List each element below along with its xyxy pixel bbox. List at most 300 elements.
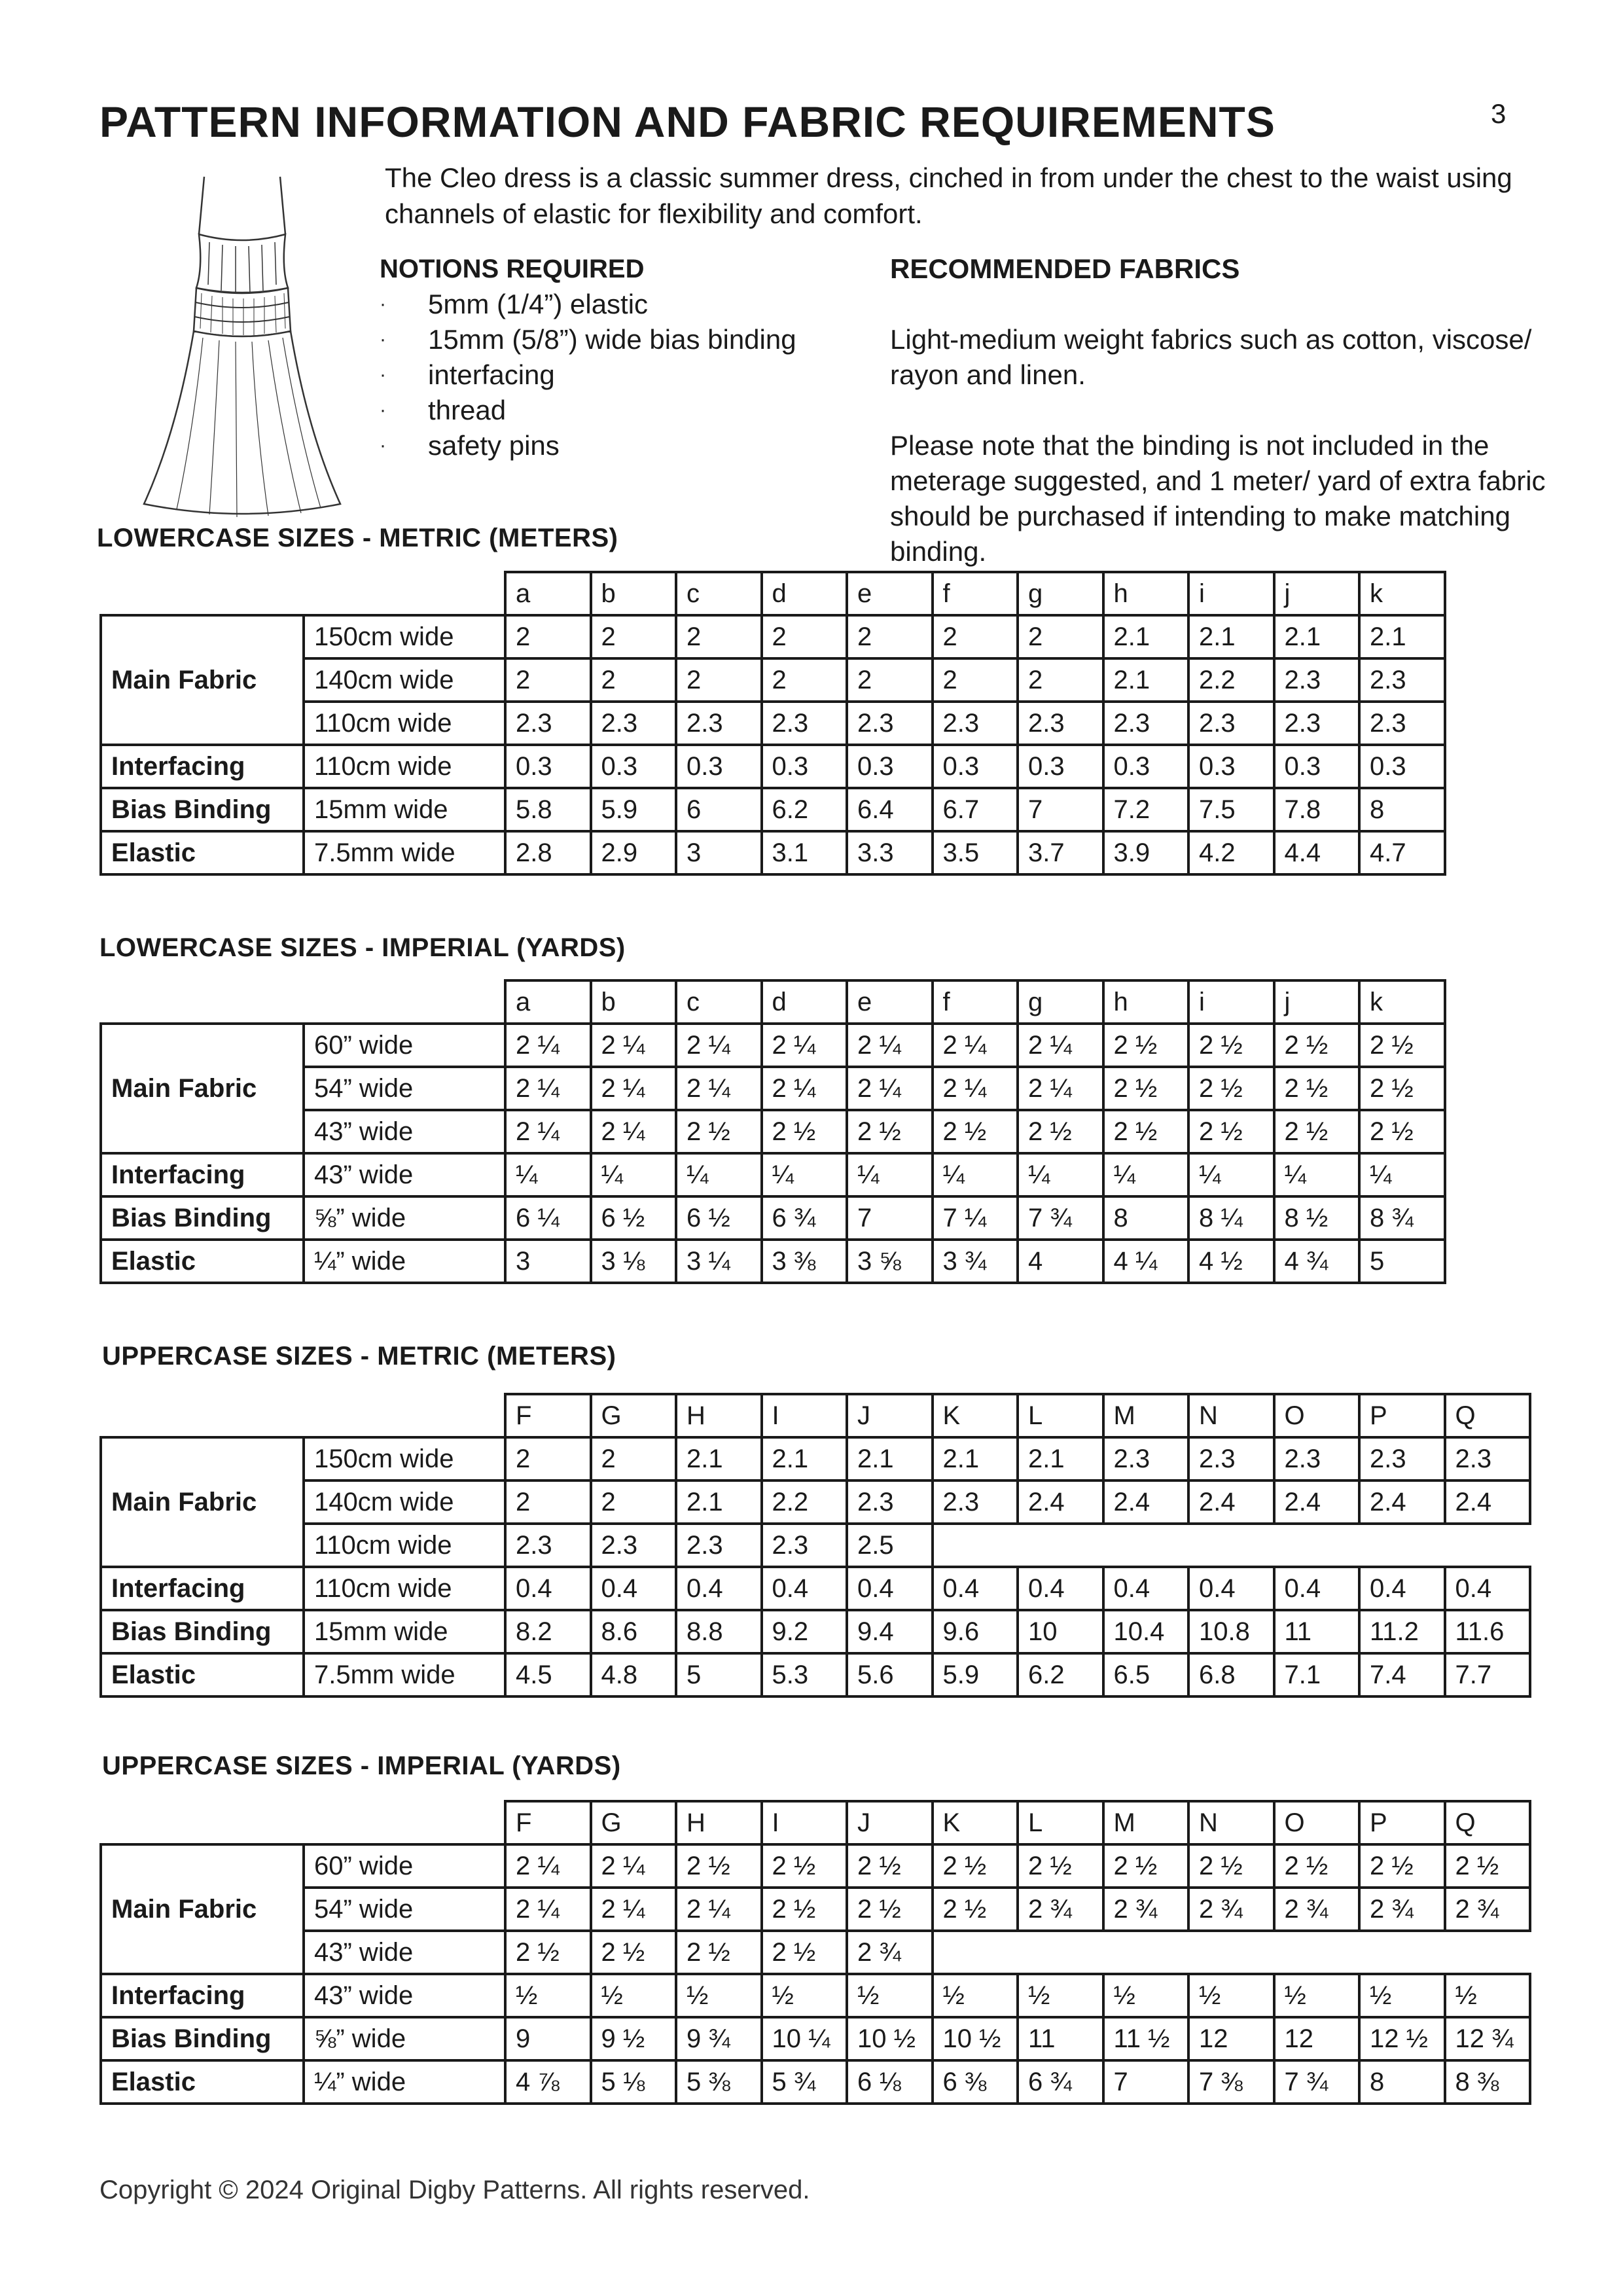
size-header: I <box>762 1801 847 1844</box>
value-cell: 2.1 <box>1018 1437 1103 1480</box>
value-cell: 4 ¾ <box>1274 1240 1360 1283</box>
value-cell: 2.3 <box>591 702 677 745</box>
value-cell: 6 ⅜ <box>933 2060 1018 2104</box>
size-header: M <box>1103 1394 1189 1437</box>
value-cell: 0.4 <box>1274 1567 1360 1610</box>
table-title: UPPERCASE SIZES - METRIC (METERS) <box>102 1342 616 1371</box>
size-header: d <box>762 572 847 615</box>
width-cell: ⅝” wide <box>304 2017 505 2060</box>
value-cell: 11 <box>1018 2017 1103 2060</box>
table-row <box>101 1653 1530 1696</box>
value-cell: 2.1 <box>676 1437 762 1480</box>
list-item <box>380 428 877 463</box>
value-cell: 2 ½ <box>847 1110 933 1153</box>
width-cell: 140cm wide <box>304 1480 505 1524</box>
category-cell: Bias Binding <box>101 788 304 831</box>
table-row <box>101 2060 1530 2104</box>
value-cell: 3 ¼ <box>676 1240 762 1283</box>
value-cell: 2.9 <box>591 831 677 874</box>
value-cell: 10 <box>1018 1610 1103 1653</box>
value-cell: 2 ½ <box>1445 1844 1531 1888</box>
bullet: · <box>380 399 386 421</box>
value-cell: 3 ⅛ <box>591 1240 677 1283</box>
value-cell: 2 <box>933 615 1018 658</box>
value-cell: 11 <box>1274 1610 1360 1653</box>
value-cell: 0.4 <box>933 1567 1018 1610</box>
value-cell: 2 ¼ <box>591 1110 677 1153</box>
category-cell: Elastic <box>101 2060 304 2104</box>
bullet: · <box>380 435 386 456</box>
value-cell: 2.3 <box>1274 1437 1360 1480</box>
value-cell: 2.5 <box>847 1524 933 1567</box>
width-cell: 110cm wide <box>304 1524 505 1567</box>
value-cell: 6 ¾ <box>1018 2060 1103 2104</box>
value-cell: 4 <box>1018 1240 1103 1283</box>
value-cell: 7 ¼ <box>933 1196 1018 1240</box>
value-cell: ¼ <box>591 1153 677 1196</box>
width-cell: 110cm wide <box>304 745 505 788</box>
value-cell: 6.5 <box>1103 1653 1189 1696</box>
value-cell: 2 ¾ <box>1188 1888 1274 1931</box>
value-cell: 0.3 <box>1018 745 1103 788</box>
value-cell: 2 ½ <box>591 1931 677 1974</box>
value-cell: 7 <box>1103 2060 1189 2104</box>
value-cell: 2.3 <box>1103 1437 1189 1480</box>
value-cell: ¼ <box>762 1153 847 1196</box>
value-cell: 2.3 <box>676 702 762 745</box>
value-cell: 12 <box>1188 2017 1274 2060</box>
category-cell: Interfacing <box>101 1567 304 1610</box>
value-cell: 2 ¼ <box>1018 1024 1103 1067</box>
value-cell: 8 ½ <box>1274 1196 1360 1240</box>
value-cell: 6.7 <box>933 788 1018 831</box>
category-cell: Bias Binding <box>101 1610 304 1653</box>
value-cell: 8 ¾ <box>1359 1196 1445 1240</box>
width-cell: 110cm wide <box>304 702 505 745</box>
size-header: g <box>1018 980 1103 1024</box>
size-header: j <box>1274 572 1360 615</box>
value-cell: 2 ½ <box>1188 1844 1274 1888</box>
table-row <box>101 745 1445 788</box>
value-cell: 2 ½ <box>676 1110 762 1153</box>
value-cell: 2 ½ <box>762 1110 847 1153</box>
value-cell: 2 ½ <box>505 1931 591 1974</box>
value-cell: 0.3 <box>676 745 762 788</box>
value-cell: ¼ <box>933 1153 1018 1196</box>
value-cell: 5.3 <box>762 1653 847 1696</box>
table-header-row <box>101 572 1445 615</box>
value-cell: 2 ¾ <box>1359 1888 1445 1931</box>
size-header: e <box>847 572 933 615</box>
value-cell: 2.3 <box>762 1524 847 1567</box>
value-cell: 2 ½ <box>847 1888 933 1931</box>
value-cell: 8.6 <box>591 1610 677 1653</box>
value-cell: 2.3 <box>1274 658 1360 702</box>
value-cell: 2 <box>505 658 591 702</box>
size-header: i <box>1188 572 1274 615</box>
value-cell: 2.4 <box>1274 1480 1360 1524</box>
table-row <box>101 615 1445 658</box>
value-cell: 5.6 <box>847 1653 933 1696</box>
category-cell: Main Fabric <box>101 1024 304 1153</box>
list-item <box>380 322 877 357</box>
value-cell: 2.3 <box>1359 658 1445 702</box>
value-cell: 2.2 <box>762 1480 847 1524</box>
size-header: O <box>1274 1801 1360 1844</box>
table-row <box>101 1610 1530 1653</box>
value-cell: 6 ¼ <box>505 1196 591 1240</box>
value-cell: 2.4 <box>1188 1480 1274 1524</box>
value-cell: 8 <box>1359 788 1445 831</box>
value-cell: 0.4 <box>591 1567 677 1610</box>
value-cell: 2 ¼ <box>591 1024 677 1067</box>
size-header: P <box>1359 1394 1445 1437</box>
notion-label: 5mm (1/4”) elastic <box>428 289 649 319</box>
value-cell: 2 ¾ <box>1018 1888 1103 1931</box>
size-header: j <box>1274 980 1360 1024</box>
size-header: N <box>1188 1394 1274 1437</box>
value-cell: 2.4 <box>1018 1480 1103 1524</box>
size-header: a <box>505 980 591 1024</box>
bullet: · <box>380 364 386 386</box>
value-cell: 4 ½ <box>1188 1240 1274 1283</box>
value-cell: 8 ⅜ <box>1445 2060 1531 2104</box>
value-cell: 2 ½ <box>847 1844 933 1888</box>
size-header: Q <box>1445 1394 1531 1437</box>
value-cell: 0.4 <box>505 1567 591 1610</box>
value-cell: 10.8 <box>1188 1610 1274 1653</box>
value-cell: 6 <box>676 788 762 831</box>
size-header: J <box>847 1394 933 1437</box>
value-cell: 2 ½ <box>1103 1110 1189 1153</box>
value-cell: 11.6 <box>1445 1610 1531 1653</box>
width-cell: 43” wide <box>304 1153 505 1196</box>
size-header: K <box>933 1394 1018 1437</box>
width-cell: 7.5mm wide <box>304 831 505 874</box>
value-cell: 2 ¾ <box>1274 1888 1360 1931</box>
value-cell: 2 ¼ <box>591 1844 677 1888</box>
table-row <box>101 1024 1445 1067</box>
size-header: G <box>591 1801 677 1844</box>
value-cell: 3.9 <box>1103 831 1189 874</box>
value-cell: 2 ½ <box>933 1110 1018 1153</box>
value-cell: ½ <box>762 1974 847 2017</box>
value-cell: ¼ <box>1188 1153 1274 1196</box>
notions-heading: NOTIONS REQUIRED <box>380 255 645 283</box>
value-cell: 2.3 <box>847 702 933 745</box>
page-number: 3 <box>1491 98 1507 129</box>
list-item <box>380 287 877 322</box>
width-cell: 15mm wide <box>304 788 505 831</box>
value-cell: 2.4 <box>1445 1480 1531 1524</box>
width-cell: ¼” wide <box>304 1240 505 1283</box>
size-header: H <box>676 1801 762 1844</box>
size-header: L <box>1018 1394 1103 1437</box>
value-cell: 5 ¾ <box>762 2060 847 2104</box>
value-cell: 2.3 <box>505 1524 591 1567</box>
uppercase-metric-table <box>99 1393 1531 1698</box>
fabrics-text: Light-medium weight fabrics such as cotton, viscose/ rayon and linen. <box>890 324 1532 390</box>
notion-label: 15mm (5/8”) wide bias binding <box>428 324 796 355</box>
category-cell: Main Fabric <box>101 1844 304 1974</box>
list-item <box>380 393 877 428</box>
value-cell: 4.7 <box>1359 831 1445 874</box>
value-cell: 2 ½ <box>1188 1067 1274 1110</box>
size-header: k <box>1359 980 1445 1024</box>
width-cell: 54” wide <box>304 1067 505 1110</box>
value-cell: 2.4 <box>1103 1480 1189 1524</box>
value-cell: 5 <box>1359 1240 1445 1283</box>
value-cell: 10.4 <box>1103 1610 1189 1653</box>
value-cell: 0.4 <box>676 1567 762 1610</box>
notions-section <box>380 251 877 463</box>
table-header-row <box>101 1801 1530 1844</box>
table-title: LOWERCASE SIZES - METRIC (METERS) <box>97 524 618 552</box>
value-cell: 9.4 <box>847 1610 933 1653</box>
blank-cell <box>101 572 505 615</box>
value-cell: 10 ¼ <box>762 2017 847 2060</box>
value-cell: ¼ <box>1359 1153 1445 1196</box>
value-cell: 2.2 <box>1188 658 1274 702</box>
size-header: H <box>676 1394 762 1437</box>
category-cell: Elastic <box>101 1653 304 1696</box>
value-cell: 3 ⅝ <box>847 1240 933 1283</box>
value-cell: 3 ¾ <box>933 1240 1018 1283</box>
value-cell: 4.2 <box>1188 831 1274 874</box>
size-header: d <box>762 980 847 1024</box>
value-cell: 2 ¾ <box>1445 1888 1531 1931</box>
value-cell: 2 ½ <box>676 1844 762 1888</box>
value-cell: 2.3 <box>1188 1437 1274 1480</box>
value-cell: 7.1 <box>1274 1653 1360 1696</box>
width-cell: 43” wide <box>304 1110 505 1153</box>
width-cell: 150cm wide <box>304 615 505 658</box>
category-cell: Bias Binding <box>101 2017 304 2060</box>
size-header: a <box>505 572 591 615</box>
value-cell: 0.4 <box>762 1567 847 1610</box>
value-cell: 2 <box>505 615 591 658</box>
value-cell: ¼ <box>505 1153 591 1196</box>
uppercase-imperial-table <box>99 1800 1531 2105</box>
value-cell: 2 ½ <box>1274 1024 1360 1067</box>
value-cell: 6 ½ <box>676 1196 762 1240</box>
table-row <box>101 1844 1530 1888</box>
value-cell: 2.3 <box>933 1480 1018 1524</box>
size-header: b <box>591 980 677 1024</box>
value-cell: ½ <box>1018 1974 1103 2017</box>
value-cell: 2 ¼ <box>762 1067 847 1110</box>
value-cell: 2.8 <box>505 831 591 874</box>
table-row <box>101 788 1445 831</box>
value-cell: 3.1 <box>762 831 847 874</box>
value-cell: 2 ½ <box>1018 1110 1103 1153</box>
value-cell: 7 <box>847 1196 933 1240</box>
notions-list <box>380 287 877 463</box>
value-cell: 10 ½ <box>933 2017 1018 2060</box>
size-header: P <box>1359 1801 1445 1844</box>
value-cell: 2.3 <box>1018 702 1103 745</box>
value-cell: ½ <box>591 1974 677 2017</box>
width-cell: 15mm wide <box>304 1610 505 1653</box>
value-cell: 8 <box>1103 1196 1189 1240</box>
size-header: b <box>591 572 677 615</box>
fabrics-heading: RECOMMENDED FABRICS <box>890 253 1240 284</box>
empty-cell <box>933 1931 1531 1974</box>
value-cell: 2 ½ <box>1188 1024 1274 1067</box>
value-cell: 2 ½ <box>1103 1067 1189 1110</box>
value-cell: ¼ <box>1103 1153 1189 1196</box>
width-cell: 60” wide <box>304 1024 505 1067</box>
value-cell: 2 ½ <box>1359 1024 1445 1067</box>
table-row <box>101 1524 1530 1567</box>
value-cell: 0.3 <box>1359 745 1445 788</box>
value-cell: 2 <box>676 615 762 658</box>
value-cell: 2 ¼ <box>676 1888 762 1931</box>
value-cell: 2 ¼ <box>1018 1067 1103 1110</box>
value-cell: 5.9 <box>591 788 677 831</box>
value-cell: 10 ½ <box>847 2017 933 2060</box>
value-cell: 0.3 <box>505 745 591 788</box>
value-cell: 2 ¼ <box>847 1067 933 1110</box>
value-cell: 2 ¼ <box>505 1110 591 1153</box>
value-cell: 4 ⅞ <box>505 2060 591 2104</box>
value-cell: 3 ⅜ <box>762 1240 847 1283</box>
value-cell: 2.1 <box>847 1437 933 1480</box>
value-cell: 2 ½ <box>1274 1844 1360 1888</box>
value-cell: 2 ¼ <box>591 1067 677 1110</box>
value-cell: 6.8 <box>1188 1653 1274 1696</box>
value-cell: 0.3 <box>933 745 1018 788</box>
value-cell: 2.3 <box>1188 702 1274 745</box>
lowercase-imperial-table <box>99 979 1446 1284</box>
blank-cell <box>101 1801 505 1844</box>
value-cell: 7 ⅜ <box>1188 2060 1274 2104</box>
size-header: F <box>505 1394 591 1437</box>
value-cell: 2.1 <box>1103 658 1189 702</box>
value-cell: 5 <box>676 1653 762 1696</box>
size-header: k <box>1359 572 1445 615</box>
value-cell: 6 ⅛ <box>847 2060 933 2104</box>
value-cell: 4.4 <box>1274 831 1360 874</box>
value-cell: 2 ½ <box>762 1844 847 1888</box>
table-row <box>101 1974 1530 2017</box>
value-cell: 4.8 <box>591 1653 677 1696</box>
size-header: c <box>676 572 762 615</box>
value-cell: 4 ¼ <box>1103 1240 1189 1283</box>
size-header: e <box>847 980 933 1024</box>
value-cell: 2 <box>762 615 847 658</box>
value-cell: 0.4 <box>1445 1567 1531 1610</box>
value-cell: 5.8 <box>505 788 591 831</box>
value-cell: 0.4 <box>1359 1567 1445 1610</box>
empty-cell <box>933 1524 1531 1567</box>
value-cell: 7 ¾ <box>1274 2060 1360 2104</box>
table-row <box>101 1888 1530 1931</box>
category-cell: Interfacing <box>101 1153 304 1196</box>
table-row <box>101 1567 1530 1610</box>
value-cell: 2 ½ <box>1103 1844 1189 1888</box>
value-cell: 2 <box>505 1480 591 1524</box>
width-cell: 43” wide <box>304 1974 505 2017</box>
value-cell: 2 ¼ <box>591 1888 677 1931</box>
lowercase-metric-table <box>99 571 1446 876</box>
value-cell: 8 <box>1359 2060 1445 2104</box>
value-cell: 2 <box>591 615 677 658</box>
table-row <box>101 1480 1530 1524</box>
value-cell: 2 <box>591 658 677 702</box>
value-cell: 2 <box>676 658 762 702</box>
value-cell: 12 ¾ <box>1445 2017 1531 2060</box>
value-cell: 2.3 <box>1274 702 1360 745</box>
value-cell: 2 <box>591 1480 677 1524</box>
value-cell: 2 ¼ <box>676 1067 762 1110</box>
value-cell: 0.3 <box>1274 745 1360 788</box>
table-row <box>101 1153 1445 1196</box>
value-cell: 2.1 <box>1274 615 1360 658</box>
value-cell: 2 <box>847 658 933 702</box>
blank-cell <box>101 980 505 1024</box>
size-header: K <box>933 1801 1018 1844</box>
value-cell: 6.2 <box>1018 1653 1103 1696</box>
value-cell: 8 ¼ <box>1188 1196 1274 1240</box>
value-cell: 11 ½ <box>1103 2017 1189 2060</box>
value-cell: 9 ½ <box>591 2017 677 2060</box>
value-cell: 6.4 <box>847 788 933 831</box>
value-cell: 0.4 <box>1103 1567 1189 1610</box>
value-cell: 2 ¾ <box>847 1931 933 1974</box>
width-cell: 7.5mm wide <box>304 1653 505 1696</box>
value-cell: 2 ½ <box>1188 1110 1274 1153</box>
value-cell: 0.3 <box>1103 745 1189 788</box>
value-cell: 0.3 <box>762 745 847 788</box>
value-cell: 2 <box>933 658 1018 702</box>
value-cell: 2.1 <box>762 1437 847 1480</box>
size-header: G <box>591 1394 677 1437</box>
value-cell: 9 ¾ <box>676 2017 762 2060</box>
value-cell: 5 ⅛ <box>591 2060 677 2104</box>
fabrics-section <box>890 251 1558 569</box>
value-cell: 2 ¼ <box>847 1024 933 1067</box>
value-cell: 0.4 <box>847 1567 933 1610</box>
value-cell: 7.5 <box>1188 788 1274 831</box>
value-cell: 2 ¾ <box>1103 1888 1189 1931</box>
value-cell: 2 ¼ <box>933 1067 1018 1110</box>
table-header-row <box>101 1394 1530 1437</box>
value-cell: 2 <box>591 1437 677 1480</box>
value-cell: 2.3 <box>933 702 1018 745</box>
value-cell: ¼ <box>1274 1153 1360 1196</box>
value-cell: 2 ¼ <box>505 1888 591 1931</box>
value-cell: 2 ½ <box>1359 1067 1445 1110</box>
table-row <box>101 1196 1445 1240</box>
value-cell: 9 <box>505 2017 591 2060</box>
category-cell: Elastic <box>101 831 304 874</box>
value-cell: 2.1 <box>676 1480 762 1524</box>
value-cell: 2 ¼ <box>505 1844 591 1888</box>
value-cell: 5 ⅜ <box>676 2060 762 2104</box>
category-cell: Interfacing <box>101 1974 304 2017</box>
notion-label: thread <box>428 395 507 425</box>
width-cell: 60” wide <box>304 1844 505 1888</box>
value-cell: 7.8 <box>1274 788 1360 831</box>
width-cell: 150cm wide <box>304 1437 505 1480</box>
value-cell: ½ <box>1359 1974 1445 2017</box>
category-cell: Interfacing <box>101 745 304 788</box>
notion-label: safety pins <box>428 430 560 461</box>
size-header: L <box>1018 1801 1103 1844</box>
value-cell: ½ <box>1103 1974 1189 2017</box>
width-cell: 54” wide <box>304 1888 505 1931</box>
